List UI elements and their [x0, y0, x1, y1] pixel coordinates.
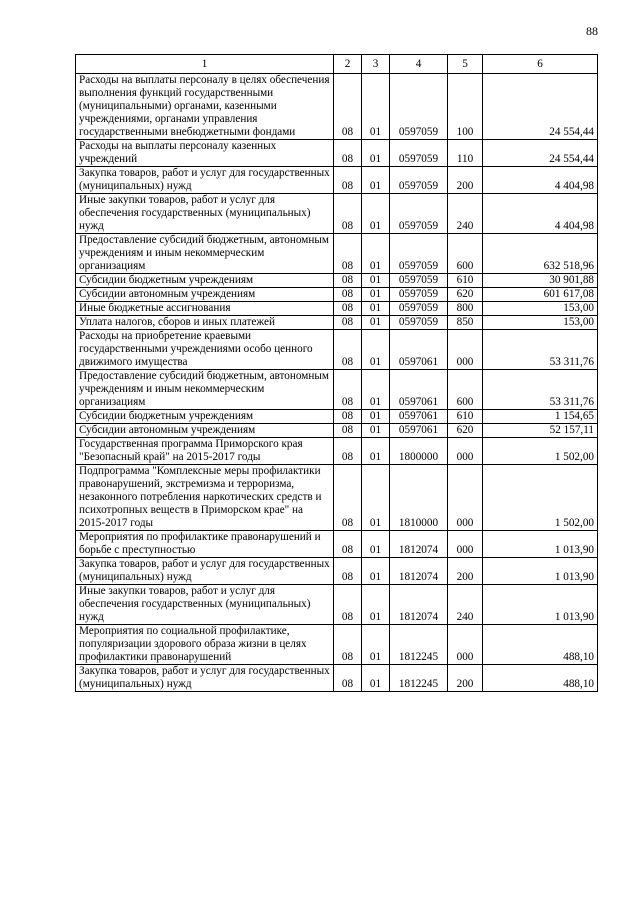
row-name-cell: Расходы на выплаты персоналу в целях обеспечения выполнения функций государственными (муниципальными) органами, казенными учреждениями, органами управления государственными внебюджетными фондами [76, 74, 334, 140]
table-row [76, 531, 598, 558]
header-cell: 3 [362, 55, 390, 74]
target-code-cell: 0597059 [390, 302, 448, 316]
row-name-cell: Закупка товаров, работ и услуг для государственных (муниципальных) нужд [76, 167, 334, 194]
target-code-cell: 0597059 [390, 234, 448, 274]
expense-type-cell: 100 [448, 74, 483, 140]
budget-table [75, 54, 598, 692]
amount-cell: 153,00 [483, 316, 598, 330]
row-name-cell: Подпрограмма "Комплексные меры профилактики правонарушений, экстремизма и терроризма, незаконного потребления наркотических средств и психотропных веществ в Приморском крае" на 2015-2017 годы [76, 465, 334, 531]
row-name-cell: Субсидии бюджетным учреждениям [76, 410, 334, 424]
header-cell: 1 [76, 55, 334, 74]
header-cell: 2 [334, 55, 362, 74]
target-code-cell: 1812245 [390, 665, 448, 692]
subsection-code-cell: 01 [362, 625, 390, 665]
amount-cell: 52 157,11 [483, 424, 598, 438]
subsection-code-cell: 01 [362, 330, 390, 370]
row-name-cell: Государственная программа Приморского края "Безопасный край" на 2015-2017 годы [76, 438, 334, 465]
amount-cell: 488,10 [483, 665, 598, 692]
target-code-cell: 0597059 [390, 167, 448, 194]
amount-cell: 24 554,44 [483, 140, 598, 167]
subsection-code-cell: 01 [362, 558, 390, 585]
row-name-cell: Расходы на приобретение краевыми государственными учреждениями особо ценного движимого имущества [76, 330, 334, 370]
subsection-code-cell: 01 [362, 665, 390, 692]
subsection-code-cell: 01 [362, 316, 390, 330]
target-code-cell: 1812074 [390, 531, 448, 558]
table-row [76, 288, 598, 302]
table-row [76, 665, 598, 692]
target-code-cell: 0597061 [390, 424, 448, 438]
expense-type-cell: 000 [448, 330, 483, 370]
expense-type-cell: 600 [448, 370, 483, 410]
subsection-code-cell: 01 [362, 585, 390, 625]
subsection-code-cell: 01 [362, 424, 390, 438]
section-code-cell: 08 [334, 465, 362, 531]
amount-cell: 1 013,90 [483, 585, 598, 625]
amount-cell: 53 311,76 [483, 370, 598, 410]
expense-type-cell: 850 [448, 316, 483, 330]
row-name-cell: Уплата налогов, сборов и иных платежей [76, 316, 334, 330]
subsection-code-cell: 01 [362, 140, 390, 167]
subsection-code-cell: 01 [362, 302, 390, 316]
subsection-code-cell: 01 [362, 74, 390, 140]
row-name-cell: Иные закупки товаров, работ и услуг для обеспечения государственных (муниципальных) нужд [76, 194, 334, 234]
subsection-code-cell: 01 [362, 194, 390, 234]
section-code-cell: 08 [334, 302, 362, 316]
table-header-row [76, 55, 598, 74]
expense-type-cell: 620 [448, 288, 483, 302]
table-row [76, 194, 598, 234]
row-name-cell: Субсидии автономным учреждениям [76, 424, 334, 438]
section-code-cell: 08 [334, 410, 362, 424]
table-row [76, 140, 598, 167]
table-row [76, 74, 598, 140]
amount-cell: 1 013,90 [483, 558, 598, 585]
table-row [76, 410, 598, 424]
expense-type-cell: 200 [448, 167, 483, 194]
target-code-cell: 0597061 [390, 330, 448, 370]
target-code-cell: 0597059 [390, 274, 448, 288]
amount-cell: 4 404,98 [483, 167, 598, 194]
subsection-code-cell: 01 [362, 370, 390, 410]
table-row [76, 625, 598, 665]
table-row [76, 330, 598, 370]
row-name-cell: Мероприятия по профилактике правонарушений и борьбе с преступностью [76, 531, 334, 558]
section-code-cell: 08 [334, 140, 362, 167]
section-code-cell: 08 [334, 288, 362, 302]
amount-cell: 4 404,98 [483, 194, 598, 234]
expense-type-cell: 600 [448, 234, 483, 274]
target-code-cell: 1812245 [390, 625, 448, 665]
table-row [76, 234, 598, 274]
target-code-cell: 1800000 [390, 438, 448, 465]
header-cell: 5 [448, 55, 483, 74]
expense-type-cell: 000 [448, 465, 483, 531]
section-code-cell: 08 [334, 194, 362, 234]
target-code-cell: 0597059 [390, 140, 448, 167]
target-code-cell: 0597059 [390, 288, 448, 302]
expense-type-cell: 610 [448, 274, 483, 288]
subsection-code-cell: 01 [362, 465, 390, 531]
amount-cell: 632 518,96 [483, 234, 598, 274]
subsection-code-cell: 01 [362, 234, 390, 274]
table-row [76, 316, 598, 330]
amount-cell: 30 901,88 [483, 274, 598, 288]
section-code-cell: 08 [334, 531, 362, 558]
section-code-cell: 08 [334, 330, 362, 370]
row-name-cell: Закупка товаров, работ и услуг для государственных (муниципальных) нужд [76, 665, 334, 692]
target-code-cell: 0597059 [390, 74, 448, 140]
amount-cell: 488,10 [483, 625, 598, 665]
subsection-code-cell: 01 [362, 274, 390, 288]
section-code-cell: 08 [334, 167, 362, 194]
target-code-cell: 1812074 [390, 558, 448, 585]
table-row [76, 585, 598, 625]
row-name-cell: Субсидии автономным учреждениям [76, 288, 334, 302]
section-code-cell: 08 [334, 625, 362, 665]
amount-cell: 24 554,44 [483, 74, 598, 140]
header-cell: 6 [483, 55, 598, 74]
target-code-cell: 0597059 [390, 194, 448, 234]
expense-type-cell: 000 [448, 531, 483, 558]
row-name-cell: Иные бюджетные ассигнования [76, 302, 334, 316]
amount-cell: 153,00 [483, 302, 598, 316]
section-code-cell: 08 [334, 74, 362, 140]
table-row [76, 424, 598, 438]
table-row [76, 465, 598, 531]
target-code-cell: 0597059 [390, 316, 448, 330]
expense-type-cell: 200 [448, 558, 483, 585]
section-code-cell: 08 [334, 665, 362, 692]
amount-cell: 601 617,08 [483, 288, 598, 302]
amount-cell: 1 154,65 [483, 410, 598, 424]
section-code-cell: 08 [334, 274, 362, 288]
row-name-cell: Предоставление субсидий бюджетным, автономным учреждениям и иным некоммерческим организациям [76, 234, 334, 274]
table-row [76, 167, 598, 194]
row-name-cell: Расходы на выплаты персоналу казенных учреждений [76, 140, 334, 167]
subsection-code-cell: 01 [362, 531, 390, 558]
subsection-code-cell: 01 [362, 438, 390, 465]
table-row [76, 558, 598, 585]
section-code-cell: 08 [334, 424, 362, 438]
section-code-cell: 08 [334, 234, 362, 274]
subsection-code-cell: 01 [362, 167, 390, 194]
expense-type-cell: 800 [448, 302, 483, 316]
amount-cell: 53 311,76 [483, 330, 598, 370]
expense-type-cell: 620 [448, 424, 483, 438]
expense-type-cell: 200 [448, 665, 483, 692]
expense-type-cell: 610 [448, 410, 483, 424]
amount-cell: 1 502,00 [483, 465, 598, 531]
table-row [76, 438, 598, 465]
target-code-cell: 0597061 [390, 370, 448, 410]
subsection-code-cell: 01 [362, 288, 390, 302]
target-code-cell: 1810000 [390, 465, 448, 531]
target-code-cell: 1812074 [390, 585, 448, 625]
page-number: 88 [586, 24, 598, 38]
subsection-code-cell: 01 [362, 410, 390, 424]
table-row [76, 274, 598, 288]
target-code-cell: 0597061 [390, 410, 448, 424]
section-code-cell: 08 [334, 585, 362, 625]
row-name-cell: Мероприятия по социальной профилактике, популяризации здорового образа жизни в целях профилактики правонарушений [76, 625, 334, 665]
table-row [76, 302, 598, 316]
row-name-cell: Иные закупки товаров, работ и услуг для обеспечения государственных (муниципальных) нужд [76, 585, 334, 625]
section-code-cell: 08 [334, 438, 362, 465]
expense-type-cell: 110 [448, 140, 483, 167]
row-name-cell: Предоставление субсидий бюджетным, автономным учреждениям и иным некоммерческим организациям [76, 370, 334, 410]
expense-type-cell: 240 [448, 585, 483, 625]
section-code-cell: 08 [334, 558, 362, 585]
header-cell: 4 [390, 55, 448, 74]
expense-type-cell: 240 [448, 194, 483, 234]
amount-cell: 1 502,00 [483, 438, 598, 465]
table-row [76, 370, 598, 410]
row-name-cell: Субсидии бюджетным учреждениям [76, 274, 334, 288]
expense-type-cell: 000 [448, 625, 483, 665]
row-name-cell: Закупка товаров, работ и услуг для государственных (муниципальных) нужд [76, 558, 334, 585]
section-code-cell: 08 [334, 316, 362, 330]
expense-type-cell: 000 [448, 438, 483, 465]
amount-cell: 1 013,90 [483, 531, 598, 558]
section-code-cell: 08 [334, 370, 362, 410]
